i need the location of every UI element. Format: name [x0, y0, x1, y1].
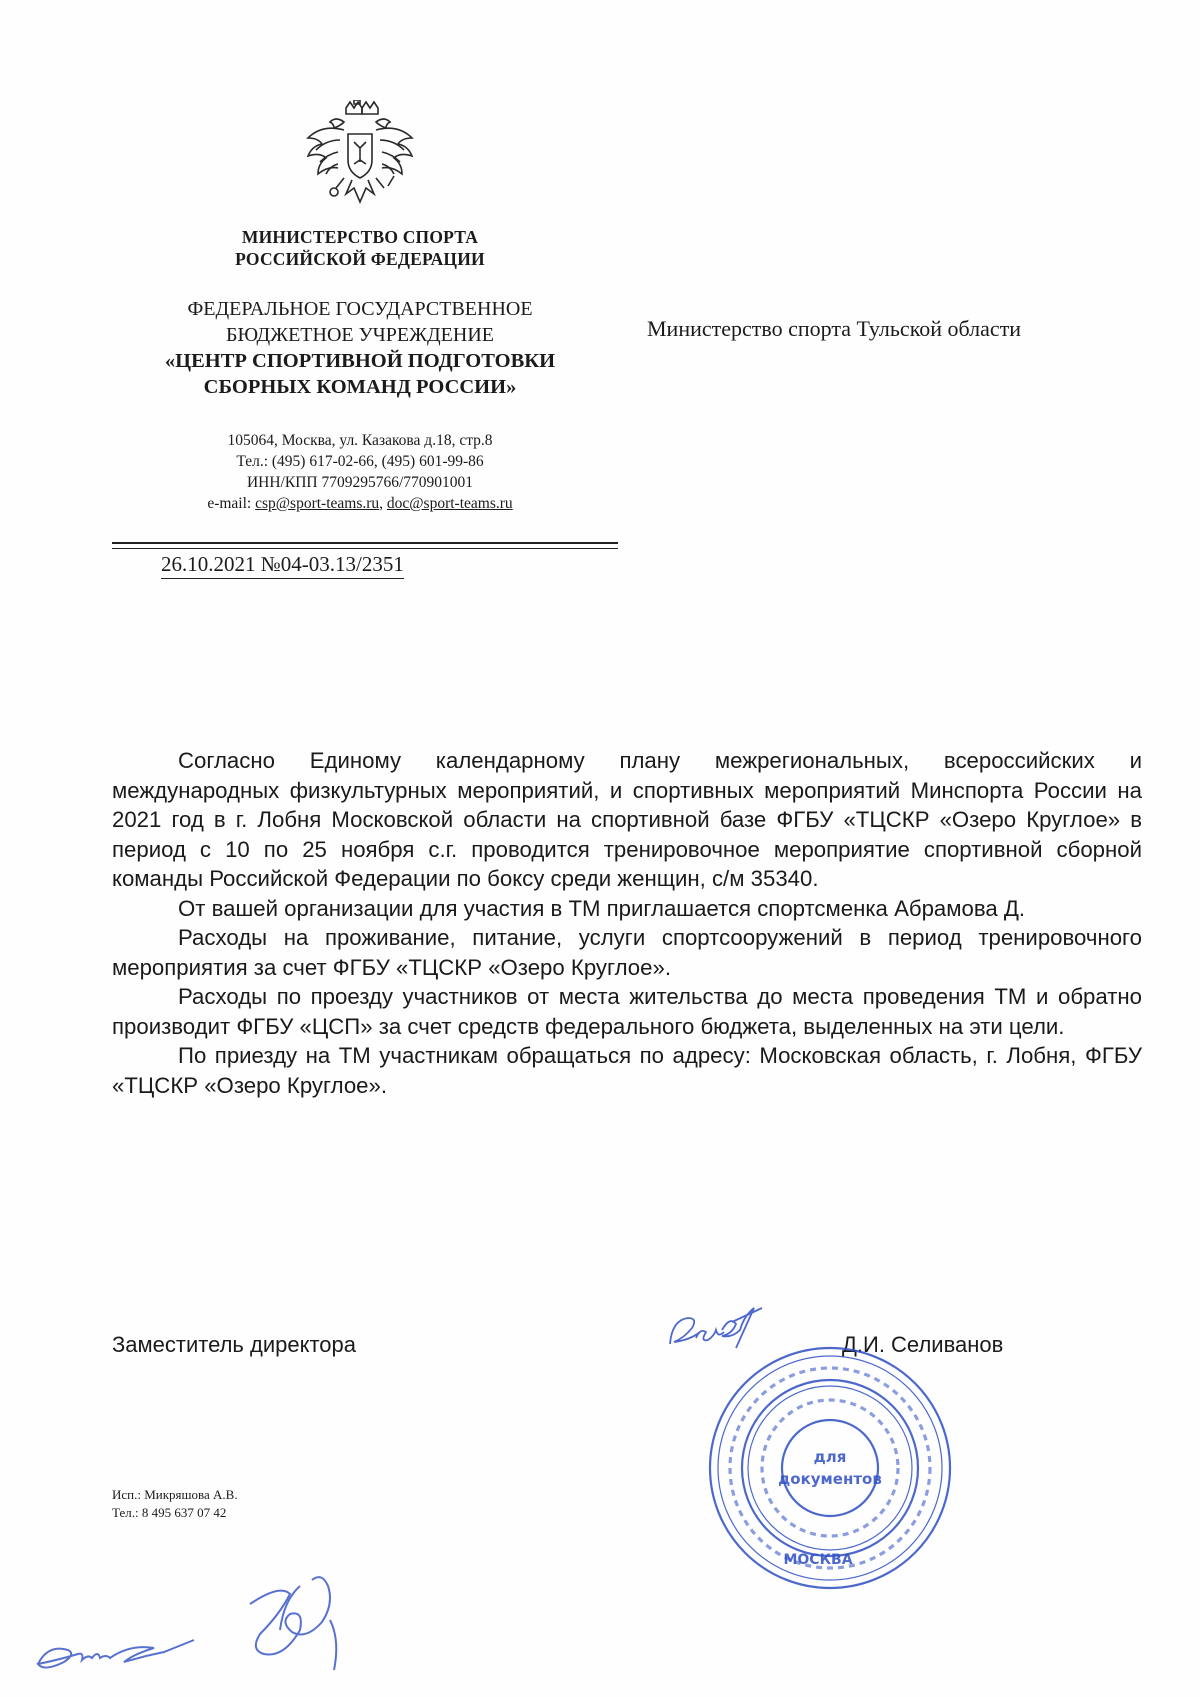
org-line-3: «ЦЕНТР СПОРТИВНОЙ ПОДГОТОВКИ [164, 350, 556, 372]
org-line-4: СБОРНЫХ КОМАНД РОССИИ» [203, 376, 517, 398]
org-email [110, 493, 610, 514]
body-paragraph-1: Согласно Единому календарному плану межрегиональных, всероссийских и международных физкультурных мероприятий, и спортивных мероприятий Минспорта России на 2021 год в г. Лобня Московской области на спортивной базе ФГБУ «ТЦСКР «Озеро Круглое» в период с 10 по 25 ноября с.г. проводится тренировочное мероприятие спортивной сборной команды Российской Федерации по боксу среди женщин, с/м 35340. [112, 748, 1142, 891]
email-prefix: e-mail: [207, 495, 256, 512]
ministry-name [110, 226, 610, 270]
body-paragraph-3: Расходы на проживание, питание, услуги спортсооружений в период тренировочного мероприятия за счет ФГБУ «ТЦСКР «Озеро Круглое». [112, 925, 1142, 980]
ministry-line-1: МИНИСТЕРСТВО СПОРТА [241, 227, 479, 247]
org-phone: Тел.: (495) 617-02-66, (495) 601-99-86 [236, 453, 484, 470]
ministry-line-2: РОССИЙСКОЙ ФЕДЕРАЦИИ [235, 249, 485, 269]
org-line-1: ФЕДЕРАЛЬНОЕ ГОСУДАРСТВЕННОЕ [187, 298, 533, 320]
coat-of-arms-icon [300, 100, 420, 220]
executor-name: Исп.: Микряшова А.В. [112, 1487, 238, 1502]
director-signature-icon [662, 1302, 772, 1362]
email-link-csp[interactable]: csp@sport-teams.ru [255, 495, 380, 512]
header-divider-thin [112, 548, 618, 549]
org-contacts [110, 430, 610, 514]
header-divider-thick [112, 542, 618, 544]
signatory-name: Д.И. Селиванов [842, 1332, 1004, 1357]
body-paragraph-2: От вашей организации для участия в ТМ приглашается спортсменка Абрамова Д. [178, 895, 1026, 921]
org-inn: ИНН/КПП 7709295766/770901001 [246, 474, 474, 491]
org-address: 105064, Москва, ул. Казакова д.18, стр.8 [227, 432, 493, 449]
handwritten-signature-icon [30, 1560, 370, 1690]
executor-info [112, 1486, 238, 1522]
recipient: Министерство спорта Тульской области [647, 316, 1022, 341]
signatory-title: Заместитель директора [112, 1332, 356, 1357]
body-paragraph-4: Расходы по проезду участников от места жительства до места проведения ТМ и обратно производит ФГБУ «ЦСП» за счет средств федерального бюджета, выделенных на эти цели. [112, 984, 1142, 1039]
email-link-doc[interactable]: doc@sport-teams.ru [386, 495, 513, 512]
stamp-bottom-text: МОСКВА [783, 1552, 853, 1568]
stamp-center-line-2: документов [778, 1470, 882, 1488]
email-separator: , [379, 495, 387, 512]
stamp-icon [700, 1338, 960, 1598]
document-number: 26.10.2021 №04-03.13/2351 [161, 552, 404, 579]
stamp-center-line-1: для [813, 1448, 847, 1466]
letter-body [112, 746, 1142, 1100]
organization-name [110, 296, 610, 400]
body-paragraph-5: По приезду на ТМ участникам обращаться по адресу: Московская область, г. Лобня, ФГБУ «ТЦСКР «Озеро Круглое». [112, 1043, 1142, 1098]
executor-phone: Тел.: 8 495 637 07 42 [112, 1505, 227, 1520]
org-line-2: БЮДЖЕТНОЕ УЧРЕЖДЕНИЕ [225, 324, 495, 346]
